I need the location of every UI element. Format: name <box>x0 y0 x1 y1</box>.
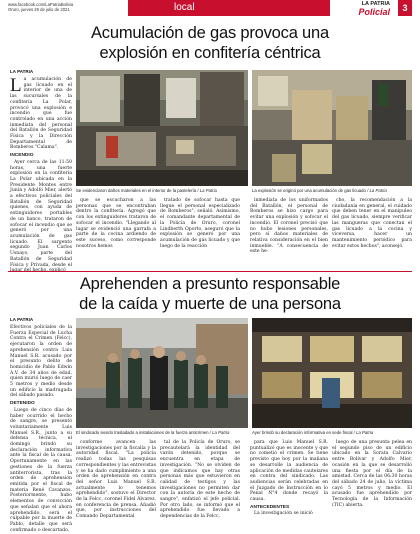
newspaper-logo <box>332 1 390 17</box>
page-number: 3 <box>398 0 412 16</box>
story2-headline-line1: Aprehenden a presunto responsable <box>79 275 341 293</box>
story2-column-5: luego de una presunta pelea en el segundo piso de un edificio ubicado en la Sorata Calvario entre Bolívar y Adolfo Mier, ocasión en la que se desarrolló una fiesta por el día de la amistad. Cerca de las 06:30 horas del sábado 24 de julio, la víctima cayó 5 metros y medio. El acusado fue aprehendido por Tecnología de la Información (TIC) abierta. <box>332 440 412 508</box>
story2-photo-street <box>76 318 248 428</box>
story2-column-2: conforme avancen las investigaciones por la fiscalía y la autoridad fiscal. "La policía realizó todas las pesquisas correspondientes y las entrevistas y se ha dado cumplimiento a una orden de aprehensión en contra del señor Luis Manuel S.R. actualmente lo tenemos aprehendido", sostuvo el Director de la Felcc, coronel Fidel Álvarez, en conferencia de prensa. Añadió que, por instrucciones del Comando Departamental <box>76 440 156 520</box>
story1-column-5: cho, la recomendación a la ciudadanía en general, el cuidado que deben tener en el manipuleo del gas licuado, siempre verificar las mangueras que conectan el gas licuado a la cocina y viceversa, hacer un mantenimiento periódico para evitar estos hechos", aconsejó. <box>332 198 412 249</box>
story1-dropcap: L <box>10 75 22 96</box>
story2-subhead-detenido: DETENIDO <box>10 401 35 407</box>
story1-headline-line1: Acumulación de gas provoca una <box>91 24 329 42</box>
story1-headline-line2: explosión en confitería céntrica <box>99 44 321 62</box>
story1-photo2-caption: La explosión se originó por una acumulación de gas licuado / La Patria <box>252 188 387 193</box>
logo-bottom: Policial <box>358 7 390 17</box>
story2-photo-building <box>252 318 412 428</box>
story2-headline-line2: de la caída y muerte de una persona <box>79 295 341 313</box>
website-link[interactable]: www.facebook.com/LaPatriaBolivia <box>8 2 74 7</box>
section-bar <box>128 0 330 16</box>
story2-col1-body: Luego de cinco días de haber ocurrido el hecho de sangre, se presentó voluntariamente Luis Manuel S.R., junto a su defensa técnica, el domingo brindó su declaración informativa ante la fiscal de la causa. Oportunamente en las gestiones de la fuerza antiterrorista, tras la orden de aprehensión emitida por el fiscal de materia René Cavanzos. Posteriormente, hubo elementos de convicción que señalan que el ahora aprehendido, será el culpable por la muerte de Pablo, detalle que será confirmado o descartado, <box>10 407 72 533</box>
story2-headline <box>8 274 412 314</box>
story2-photo1-caption: El sindicado siendo trasladado a instalaciones de la fuerza anticrimen / La Patria <box>76 430 230 435</box>
story-divider <box>8 271 412 272</box>
story2-antecedentes-body: La investigación se inició <box>254 511 313 517</box>
story2-column-4: para que Luis Manuel S.R. puntualizó que es inocente y que no cometió el crimen. Se tiene previsto que hoy por la mañana se desarrolle la audiencia de aplicación de medidas cautelares en contra del sindicado. Las audiencias serán celebradas en el Juzgado de Instrucción en lo Penal N°4 donde recayó la causa. ANTECEDENTES La investigación se inició <box>250 440 328 517</box>
story2-lead: Efectivos policiales de la Fuerza Especial de Lucha Contra el Crimen (Felcc), ejecutaron la orden de aprehensión contra Luis Manuel S.R. acusado por el presunto delito de homicidio de Pablo Edwin A.V. de 34 años de edad, quien murió luego de caer 5 metros y medio desde un edificio la madrugada del sábado pasado. <box>10 325 72 399</box>
story1-column-2: que se escucharon a las personas que se encontraban dentro la confitería. Agregó que con los extinguidores trataron de sofocar el incendio. "Llegando al lugar se evidenció una garrafa a parte de la cocina ardiendo de este suceso, como corresponde nosotros hemos <box>76 198 156 249</box>
story1-column-4: inmediata de los uniformados del Batallón, el personal de Bomberos se hizo cargo para evitar una explosión y sofocar el incendio. El coronel precisó que no hubo lesiones personales, pero sí daños materiales de relativa consideración en el bien inmueble. "A consecuencia de este he- <box>250 198 328 255</box>
story2-subhead-antecedentes: ANTECEDENTES <box>250 504 290 510</box>
story1-subhead: INCENDIO <box>10 153 34 159</box>
section-label: local <box>174 2 195 13</box>
story1-byline: LA PATRIA <box>10 69 34 74</box>
story1-column-1 <box>10 77 72 268</box>
story2-column-1 <box>10 325 72 533</box>
story1-photo1-caption: Se evidenciaron daños materiales en el interior de la pastelería / La Patria <box>76 188 217 193</box>
story1-col1-body: Ayer cerca de las 11:50 horas, una fuerte explosión en la confitería La Polar ubicada en la Presidente Montes entre Junín y Adolfo Mier, alertó a efectivos policiales del Batallón de Seguridad quienes, con ayuda de extinguidores portables de un banco, trataron de sofocar el incendio que se generó por una acumulación de gas licuado. El sargento segundo Juan Carlos Usnayo, parte del Batallón de Seguridad Física y Privada, desde el <box>10 159 72 268</box>
story2-column-3: tal de la Policía de Oruro, se precautelará la identidad del varón detenido, porque se encuentra en etapa de investigación. "No se olviden de que indicamos que hay otras personas más que estuvieron en calidad de testigos y las investigaciones no permiten dar con la autoría de este hecho de sangre", enfatizó el jefe policial. Por otro lado, se informó que el aprehendido fue llevado a dependencias de la Felcc, <box>160 440 240 520</box>
story1-column-3: tratado de sofocar hasta que llegue el personal especializado de Bomberos", señaló. Asimismo, el comandante departamental de la Policía de Oruro, coronel Lindberth Oporto, aseguró que la explosión se generó por una acumulación de gas licuado y que luego de la reacción <box>160 198 240 249</box>
story1-lead: La acumulación de gas licuado en el interior de una de las sucursales de la confitería La Polar, provocó una explosión e incendio que fue controlado en una acción inmediata del personal del Batallón de Seguridad Física y la Dirección Departamental de Bomberos "Calama". <box>10 75 72 151</box>
story2-photo2-caption: Ayer brindó su declaración informativa en sede fiscal / La Patria <box>252 430 374 435</box>
page-header <box>8 0 412 22</box>
story2-byline: LA PATRIA <box>10 317 34 322</box>
story1-photo-interior <box>76 70 248 186</box>
story1-photo-exterior <box>252 70 412 186</box>
header-meta <box>8 2 73 12</box>
story1-headline <box>8 23 412 63</box>
logo-top: LA PATRIA <box>361 1 390 7</box>
issue-date: Oruro, jueves 29 de julio de 2021 <box>8 7 70 12</box>
